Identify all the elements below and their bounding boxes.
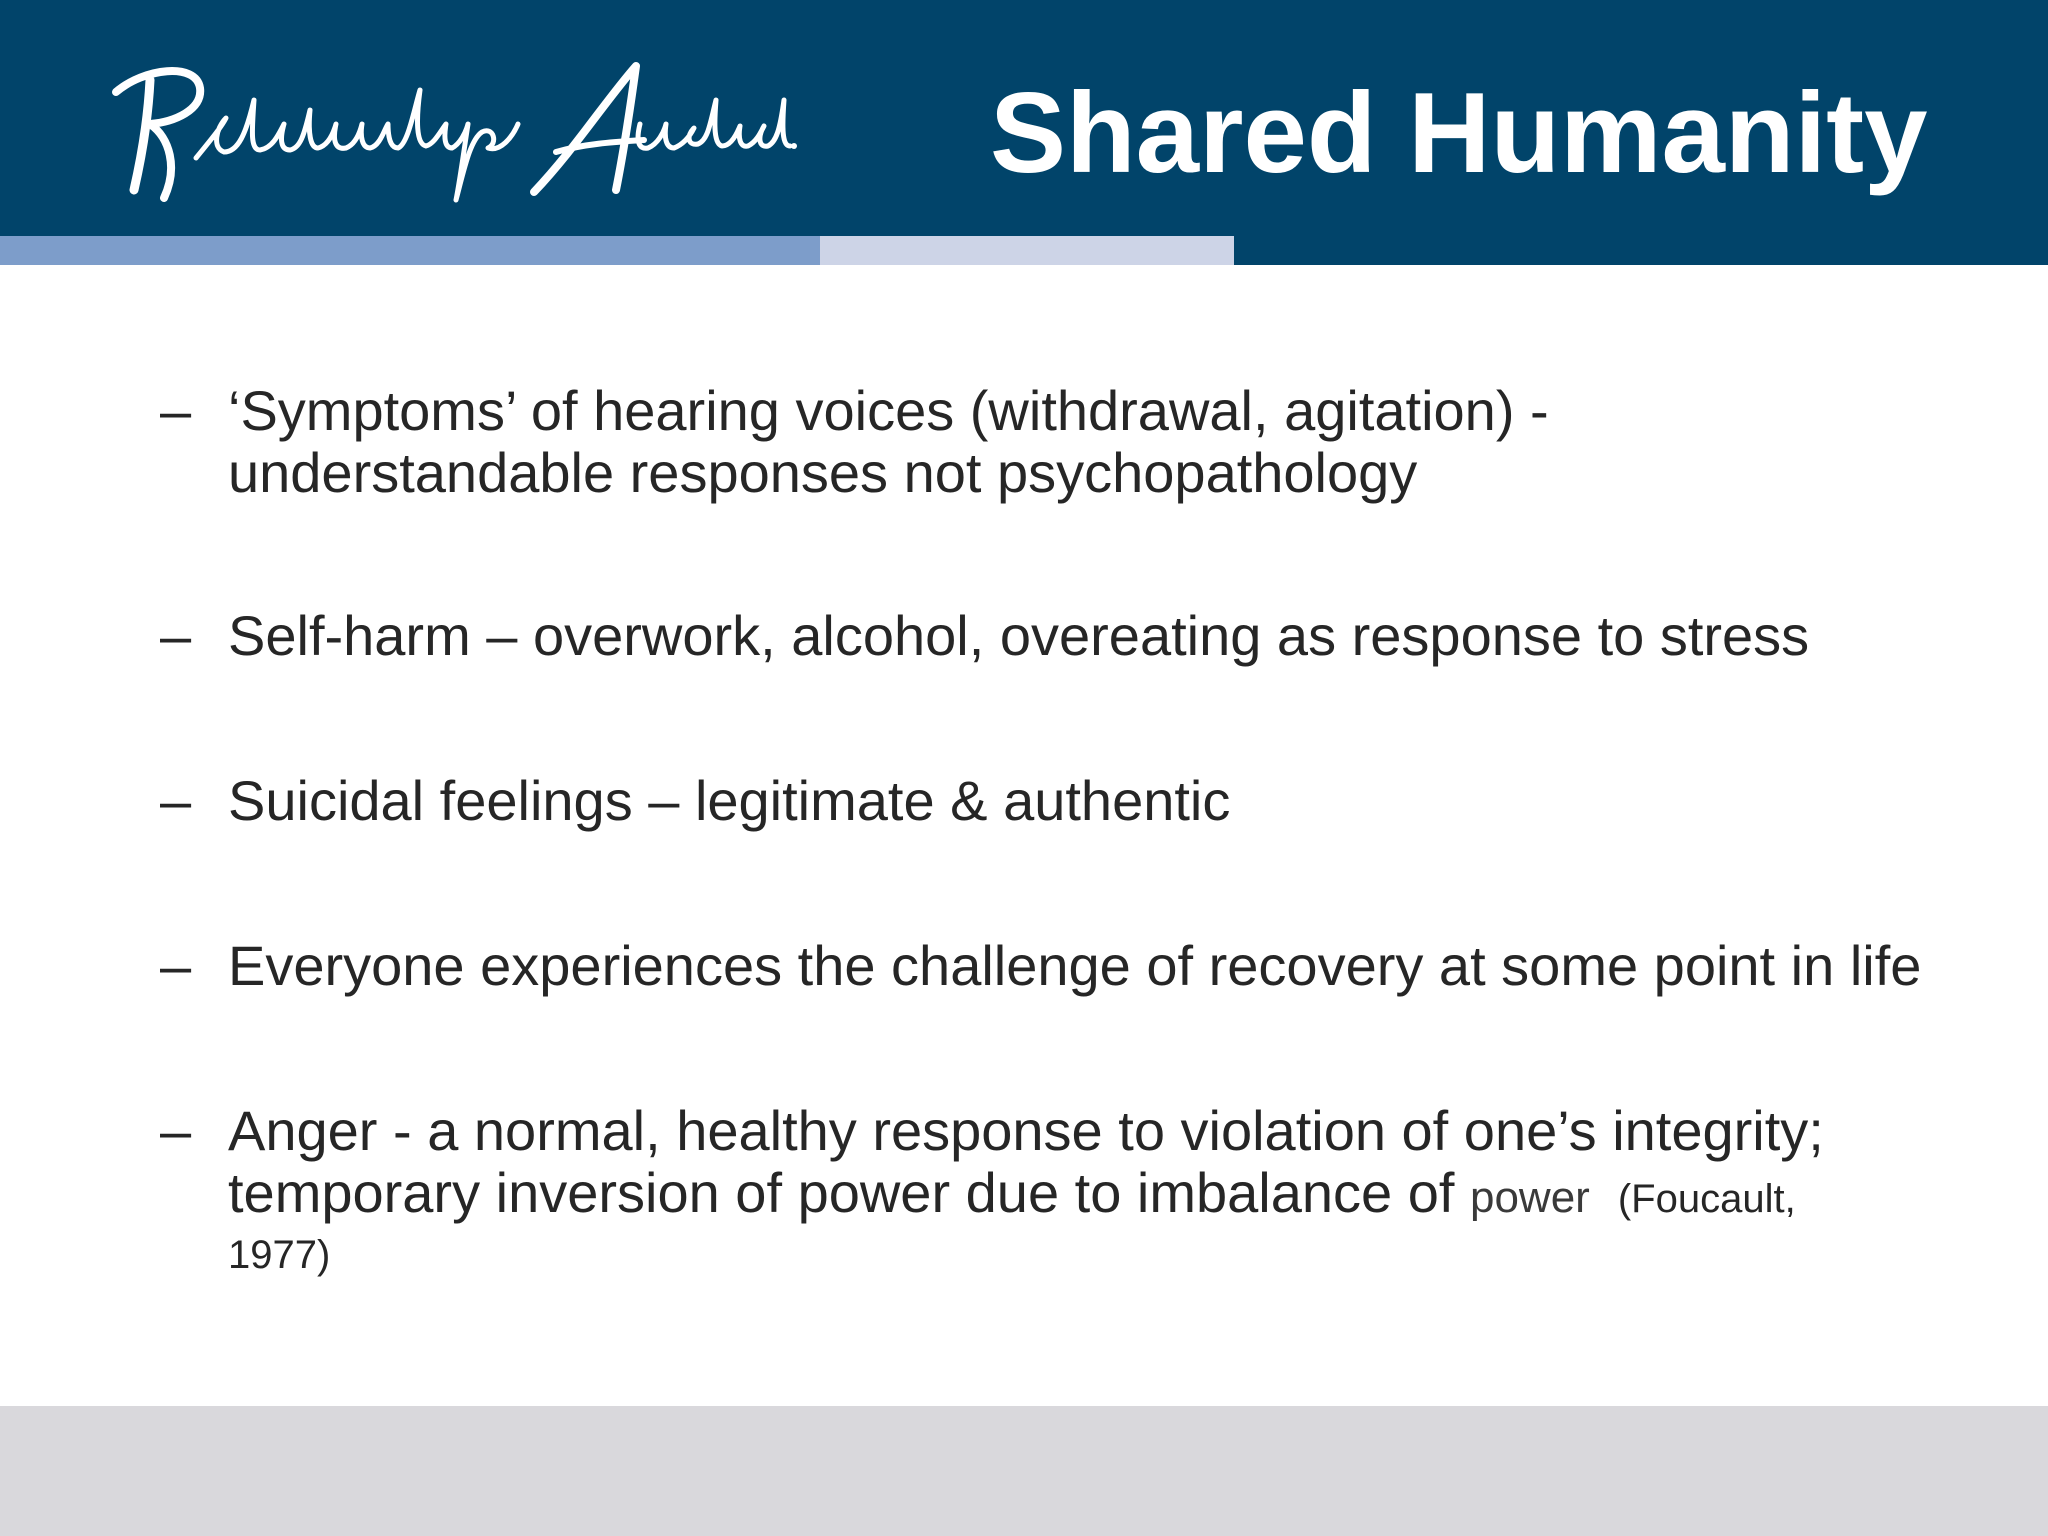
bullet-text	[228, 605, 1980, 667]
bullet-dash: –	[160, 1099, 192, 1162]
bullet-line: understandable responses not psychopathology	[228, 441, 1418, 504]
bullet-line: Anger - a normal, healthy response to violation of one’s integrity;	[228, 1099, 1824, 1162]
bullet-line: Self-harm – overwork, alcohol, overeating as response to stress	[228, 604, 1810, 667]
relationships-australia-logo	[104, 40, 804, 210]
slide-header	[0, 0, 2048, 265]
bullet-dash: –	[160, 604, 192, 667]
bullet-text	[228, 770, 1980, 832]
bullet-dash: –	[160, 379, 192, 442]
bullet-dash: –	[160, 934, 192, 997]
citation: (Foucault,	[1617, 1177, 1796, 1221]
bullet-text	[228, 1100, 1980, 1280]
bullet-dash: –	[160, 769, 192, 832]
accent-bar-dark	[0, 236, 820, 265]
accent-bar-light	[820, 236, 1234, 265]
slide-content	[0, 265, 2048, 1405]
bullet-text	[228, 380, 1980, 504]
slide-footer	[0, 1406, 2048, 1536]
bullet-line: ‘Symptoms’ of hearing voices (withdrawal, agitation) -	[228, 379, 1549, 442]
bullet-line	[228, 1162, 1980, 1230]
bullet-line: Everyone experiences the challenge of recovery at some point in life	[228, 934, 1922, 997]
bullet-tail-word: power	[1469, 1173, 1590, 1222]
slide-title: Shared Humanity	[990, 70, 1928, 197]
bullet-line-text: temporary inversion of power due to imbalance of	[228, 1161, 1470, 1224]
bullet-text	[228, 935, 1980, 997]
bullet-line: Suicidal feelings – legitimate & authentic	[228, 769, 1231, 832]
citation-year: 1977)	[228, 1233, 331, 1277]
